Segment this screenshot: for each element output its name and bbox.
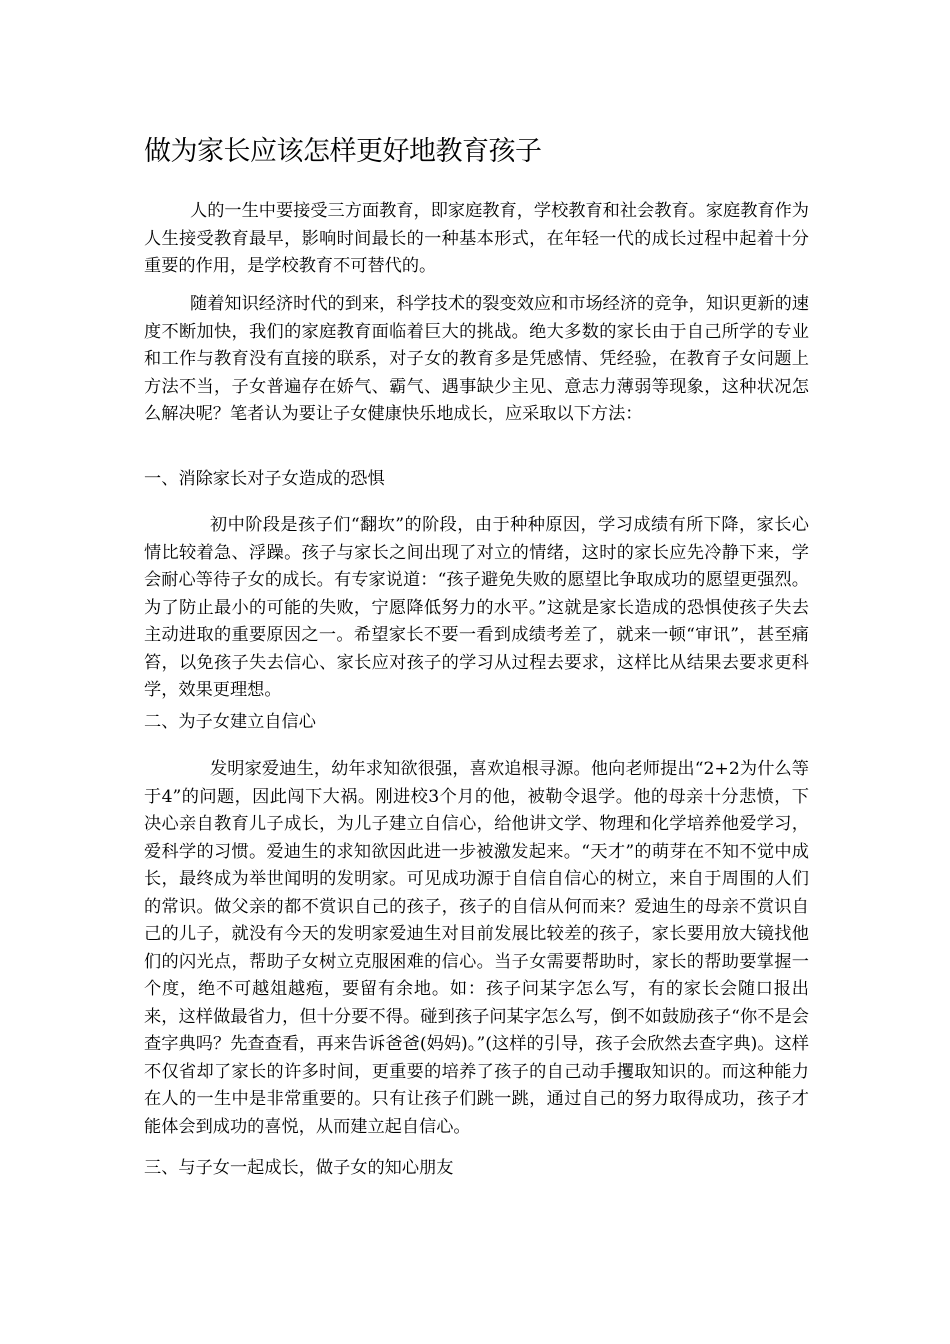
paragraph-challenge: 随着知识经济时代的到来，科学技术的裂变效应和市场经济的竞争，知识更新的速度不断加快，我们的家庭教育面临着巨大的挑战。绝大多数的家长由于自己所学的专业和工作与教育没有直接的联系，对子女的教育多是凭感情、凭经验，在教育子女问题上方法不当，子女普遍存在娇气、霸气、遇事缺少主见、意志力薄弱等现象，这种状况怎么解决呢？笔者认为要让子女健康快乐地成长，应采取以下方法： (144, 294, 809, 424)
section-heading-2: 二、为子女建立自信心 (144, 712, 316, 732)
document-title: 做为家长应该怎样更好地教育孩子 (144, 136, 542, 167)
section-heading-1: 一、消除家长对子女造成的恐惧 (144, 469, 385, 489)
paragraph-section-2: 发明家爱迪生，幼年求知欲很强，喜欢追根寻源。他向老师提出“2+2为什么等于4”的问题，因此闯下大祸。刚进校3个月的他，被勒令退学。他的母亲十分悲愤，下决心亲自教育儿子成长，为儿子建立自信心，给他讲文学、物理和化学培养他爱学习，爱科学的习惯。爱迪生的求知欲因此进一步被激发起来。“天才”的萌芽在不知不觉中成长，最终成为举世闻明的发明家。可见成功源于自信自信心的树立，来自于周围的人们的常识。做父亲的都不赏识自己的孩子，孩子的自信从何而来？爱迪生的母亲不赏识自己的儿子，就没有今天的发明家爱迪生对目前发展比较差的孩子，家长要用放大镜找他们的闪光点，帮助子女树立克服困难的信心。当子女需要帮助时，家长的帮助要掌握一个度，绝不可越俎越疱，要留有余地。如：孩子问某字怎么写，有的家长会随口报出来，这样做最省力，但十分要不得。碰到孩子问某字怎么写，倒不如鼓励孩子“你不是会查字典吗？先查查看，再来告诉爸爸(妈妈)。”(这样的引导，孩子会欣然去查字典)。这样不仅省却了家长的许多时间，更重要的培养了孩子的自己动手攫取知识的。而这种能力在人的一生中是非常重要的。只有让孩子们跳一跳，通过自己的努力取得成功，孩子才能体会到成功的喜悦，从而建立起自信心。 (144, 759, 809, 1137)
paragraph-section-1: 初中阶段是孩子们“翻坎”的阶段，由于种种原因，学习成绩有所下降，家长心情比较着急、浮躁。孩子与家长之间出现了对立的情绪，这时的家长应先冷静下来，学会耐心等待子女的成长。有专家说道：“孩子避免失败的愿望比争取成功的愿望更强烈。为了防止最小的可能的失败，宁愿降低努力的水平。”这就是家长造成的恐惧使孩子失去主动进取的重要原因之一。希望家长不要一看到成绩考差了，就来一顿“审讯”，甚至痛笞，以免孩子失去信心、家长应对孩子的学习从过程去要求，这样比从结果去要求更科学，效果更理想。 (144, 515, 809, 700)
paragraph-intro: 人的一生中要接受三方面教育，即家庭教育，学校教育和社会教育。家庭教育作为人生接受教育最早，影响时间最长的一种基本形式，在年轻一代的成长过程中起着十分重要的作用，是学校教育不可替代的。 (144, 201, 809, 276)
section-heading-3: 三、与子女一起成长，做子女的知心朋友 (144, 1158, 454, 1178)
